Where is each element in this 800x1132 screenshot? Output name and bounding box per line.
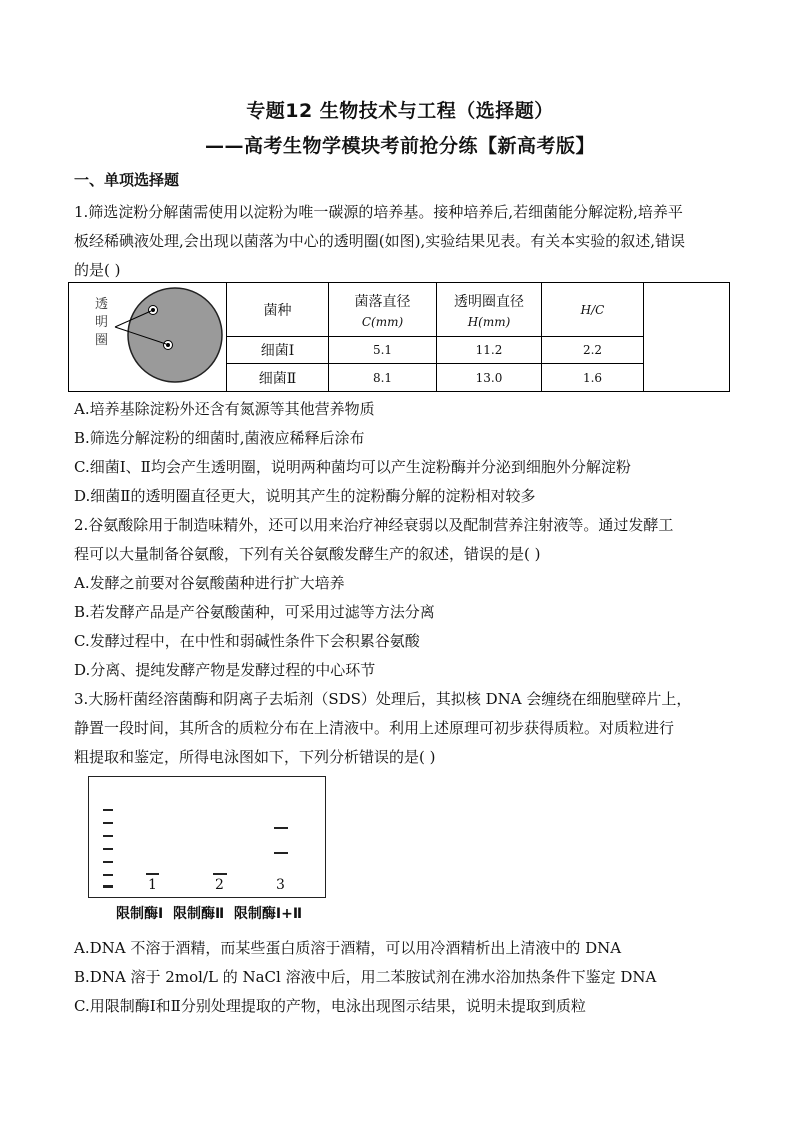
q1-option-b: B.筛选分解淀粉的细菌时,菌液应稀释后涂布 <box>74 429 365 447</box>
cell-ratio: 1.6 <box>542 364 644 392</box>
lane3-band <box>274 852 288 854</box>
plate-label-char-3: 圈 <box>95 333 109 348</box>
header-colony-diameter: 菌落直径 C(mm) <box>329 283 437 337</box>
q1-option-d: D.细菌Ⅱ的透明圈直径更大，说明其产生的淀粉酶分解的淀粉相对较多 <box>74 487 536 505</box>
petri-plate-illustration <box>69 283 225 391</box>
ladder-band <box>103 809 113 811</box>
q1-figure-table <box>68 282 730 392</box>
cell-strain: 细菌Ⅰ <box>227 337 329 364</box>
q3-option-b: B.DNA 溶于 2mol/L 的 NaCl 溶液中后，用二苯胺试剂在沸水浴加热条件下鉴定 DNA <box>74 968 657 986</box>
document-title: 专题12 生物技术与工程（选择题） <box>246 100 554 122</box>
q2-option-d: D.分离、提纯发酵产物是发酵过程的中心环节 <box>74 661 376 679</box>
table-row <box>227 337 644 364</box>
ladder-band <box>103 848 113 850</box>
ladder-band <box>103 874 113 876</box>
ladder-band <box>103 861 113 863</box>
gel-lane-labels: 限制酶Ⅰ 限制酶Ⅱ 限制酶Ⅰ+Ⅱ <box>116 906 303 922</box>
lane-number: 3 <box>276 877 285 893</box>
q1-stem-line-3: 的是( ) <box>74 261 121 279</box>
cell-strain: 细菌Ⅱ <box>227 364 329 392</box>
cell-ratio: 2.2 <box>542 337 644 364</box>
section-heading: 一、单项选择题 <box>74 171 180 189</box>
q3-stem-line-2: 静置一段时间，其所含的质粒分布在上清液中。利用上述原理可初步获得质粒。对质粒进行 <box>74 719 675 737</box>
lane-number: 1 <box>148 877 157 893</box>
plate-label-char-1: 透 <box>95 297 109 312</box>
q1-option-c: C.细菌Ⅰ、Ⅱ均会产生透明圈，说明两种菌均可以产生淀粉酶并分泌到细胞外分解淀粉 <box>74 458 631 476</box>
electrophoresis-gel <box>88 776 326 898</box>
table-row <box>227 364 644 392</box>
q3-option-a: A.DNA 不溶于酒精，而某些蛋白质溶于酒精，可以用冷酒精析出上清液中的 DNA <box>74 939 622 957</box>
results-table <box>226 282 644 392</box>
cell-halo: 13.0 <box>437 364 542 392</box>
q1-stem-line-2: 板经稀碘液处理,会出现以菌落为中心的透明圈(如图),实验结果见表。有关本实验的叙述,错误 <box>74 232 686 250</box>
q3-stem-line-3: 粗提取和鉴定，所得电泳图如下，下列分析错误的是( ) <box>74 748 436 766</box>
header-halo-diameter: 透明圈直径 H(mm) <box>437 283 542 337</box>
lane1-band <box>146 873 159 875</box>
cell-colony: 8.1 <box>329 364 437 392</box>
q1-option-a: A.培养基除淀粉外还含有氮源等其他营养物质 <box>74 400 375 418</box>
cell-colony: 5.1 <box>329 337 437 364</box>
plate-label-char-2: 明 <box>95 315 109 330</box>
q2-option-c: C.发酵过程中，在中性和弱碱性条件下会积累谷氨酸 <box>74 632 420 650</box>
q3-option-c: C.用限制酶Ⅰ和Ⅱ分别处理提取的产物，电泳出现图示结果，说明未提取到质粒 <box>74 997 586 1015</box>
lane3-band <box>274 827 288 829</box>
ladder-band <box>103 885 113 888</box>
ladder-band <box>103 835 113 837</box>
q1-stem-line-1: 1.筛选淀粉分解菌需使用以淀粉为唯一碳源的培养基。接种培养后,若细菌能分解淀粉,培养平 <box>74 203 683 221</box>
q3-stem-line-1: 3.大肠杆菌经溶菌酶和阴离子去垢剂（SDS）处理后，其拟核 DNA 会缠绕在细胞壁碎片上， <box>74 690 692 708</box>
header-ratio: H/C <box>542 283 644 337</box>
header-strain: 菌种 <box>227 283 329 337</box>
header-colony-unit: C(mm) <box>361 314 404 329</box>
q2-stem-line-1: 2.谷氨酸除用于制造味精外，还可以用来治疗神经衰弱以及配制营养注射液等。通过发酵工 <box>74 516 674 534</box>
q2-stem-line-2: 程可以大量制备谷氨酸，下列有关谷氨酸发酵生产的叙述，错误的是( ) <box>74 545 541 563</box>
header-halo-unit: H(mm) <box>467 314 511 329</box>
cell-halo: 11.2 <box>437 337 542 364</box>
ladder-band <box>103 822 113 824</box>
lane-number: 2 <box>215 877 224 893</box>
q2-option-b: B.若发酵产品是产谷氨酸菌种，可采用过滤等方法分离 <box>74 603 435 621</box>
q2-option-a: A.发酵之前要对谷氨酸菌种进行扩大培养 <box>74 574 345 592</box>
lane2-band <box>213 873 227 875</box>
document-subtitle: ——高考生物学模块考前抢分练【新高考版】 <box>204 135 595 157</box>
